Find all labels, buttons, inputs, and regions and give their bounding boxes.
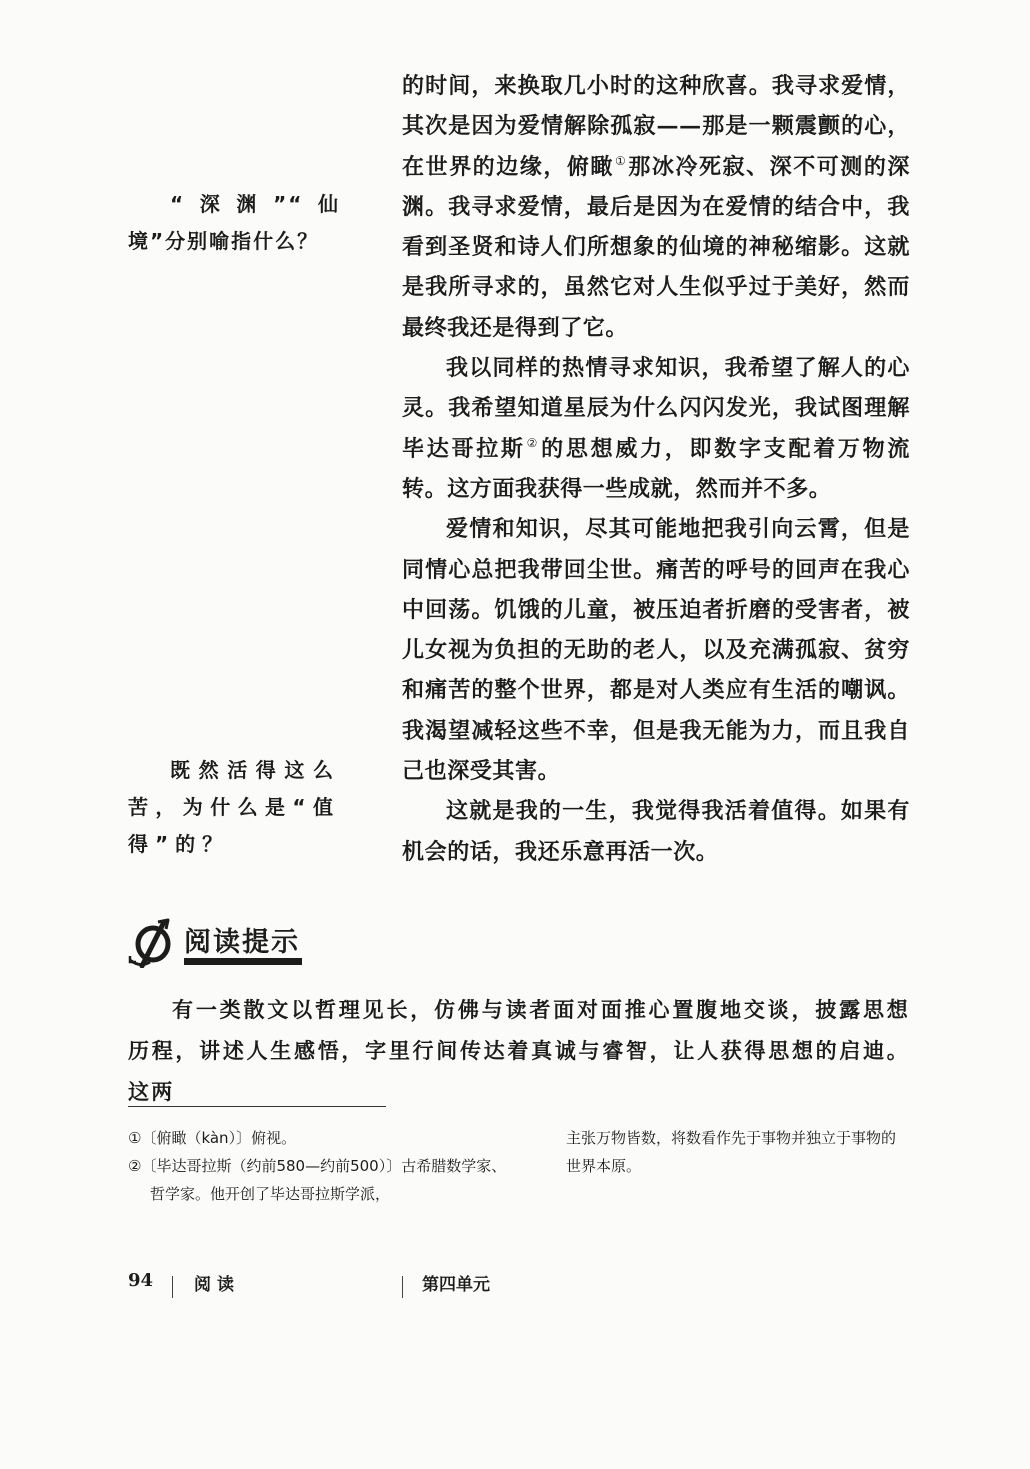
reading-tip-title: 阅读提示 xyxy=(184,927,300,958)
margin-question-1: “深渊”“仙境”分别喻指什么？ xyxy=(128,192,340,253)
footer-divider xyxy=(172,1276,173,1298)
reading-tip-heading xyxy=(128,910,328,970)
page-number: 94 xyxy=(128,1270,154,1291)
reading-tip-text: 有一类散文以哲理见长，仿佛与读者面对面推心置腹地交谈，披露思想历程，讲述人生感悟，字里行间传达着真诚与睿智，让人获得思想的启迪。这两 xyxy=(128,998,910,1104)
paragraph-4: 这就是我的一生，我觉得我活着值得。如果有机会的话，我还乐意再活一次。 xyxy=(402,798,910,865)
footnotes-right xyxy=(566,1124,910,1180)
footnote-ref-2[interactable]: ② xyxy=(526,435,541,450)
footnote-2-continued: 主张万物皆数，将数看作先于事物并独立于事物的世界本原。 xyxy=(566,1129,897,1175)
footnote-divider xyxy=(128,1106,386,1107)
reading-tip-logo-icon xyxy=(128,916,178,968)
page-footer xyxy=(128,1270,910,1300)
footnotes-left xyxy=(128,1124,508,1208)
unit-label: 第四单元 xyxy=(422,1275,490,1295)
footnote-2: ②〔毕达哥拉斯（约前580—约前500）〕古希腊数学家、哲学家。他开创了毕达哥拉斯学派， xyxy=(128,1157,507,1203)
main-text-column xyxy=(402,66,910,872)
margin-question-2: 既然活得这么苦，为什么是“值得”的？ xyxy=(128,758,340,856)
footnote-1: ①〔俯瞰（kàn）〕俯视。 xyxy=(128,1129,297,1147)
title-underline xyxy=(184,958,302,965)
footer-divider xyxy=(402,1276,403,1298)
book-title: 阅读 xyxy=(194,1275,240,1295)
footnote-ref-1[interactable]: ① xyxy=(615,153,628,168)
paragraph-3: 爱情和知识，尽其可能地把我引向云霄，但是同情心总把我带回尘世。痛苦的呼号的回声在我心中回荡。饥饿的儿童，被压迫者折磨的受害者，被儿女视为负担的无助的老人，以及充满孤寂、贫穷和痛苦的整个世界，都是对人类应有生活的嘲讽。我渴望减轻这些不幸，但是我无能为力，而且我自己也深受其害。 xyxy=(402,516,910,785)
paragraph-1: 的时间，来换取几小时的这种欣喜。我寻求爱情，其次是因为爱情解除孤寂——那是一颗震颤的心，在世界的边缘，俯瞰①那冰冷死寂、深不可测的深渊。我寻求爱情，最后是因为在爱情的结合中，我看到圣贤和诗人们所想象的仙境的神秘缩影。这就是我所寻求的，虽然它对人生似乎过于美好，然而最终我还是得到了它。 xyxy=(402,73,911,341)
paragraph-2: 我以同样的热情寻求知识，我希望了解人的心灵。我希望知道星辰为什么闪闪发光，我试图理解毕达哥拉斯②的思想威力，即数字支配着万物流转。这方面我获得一些成就，然而并不多。 xyxy=(402,355,910,502)
